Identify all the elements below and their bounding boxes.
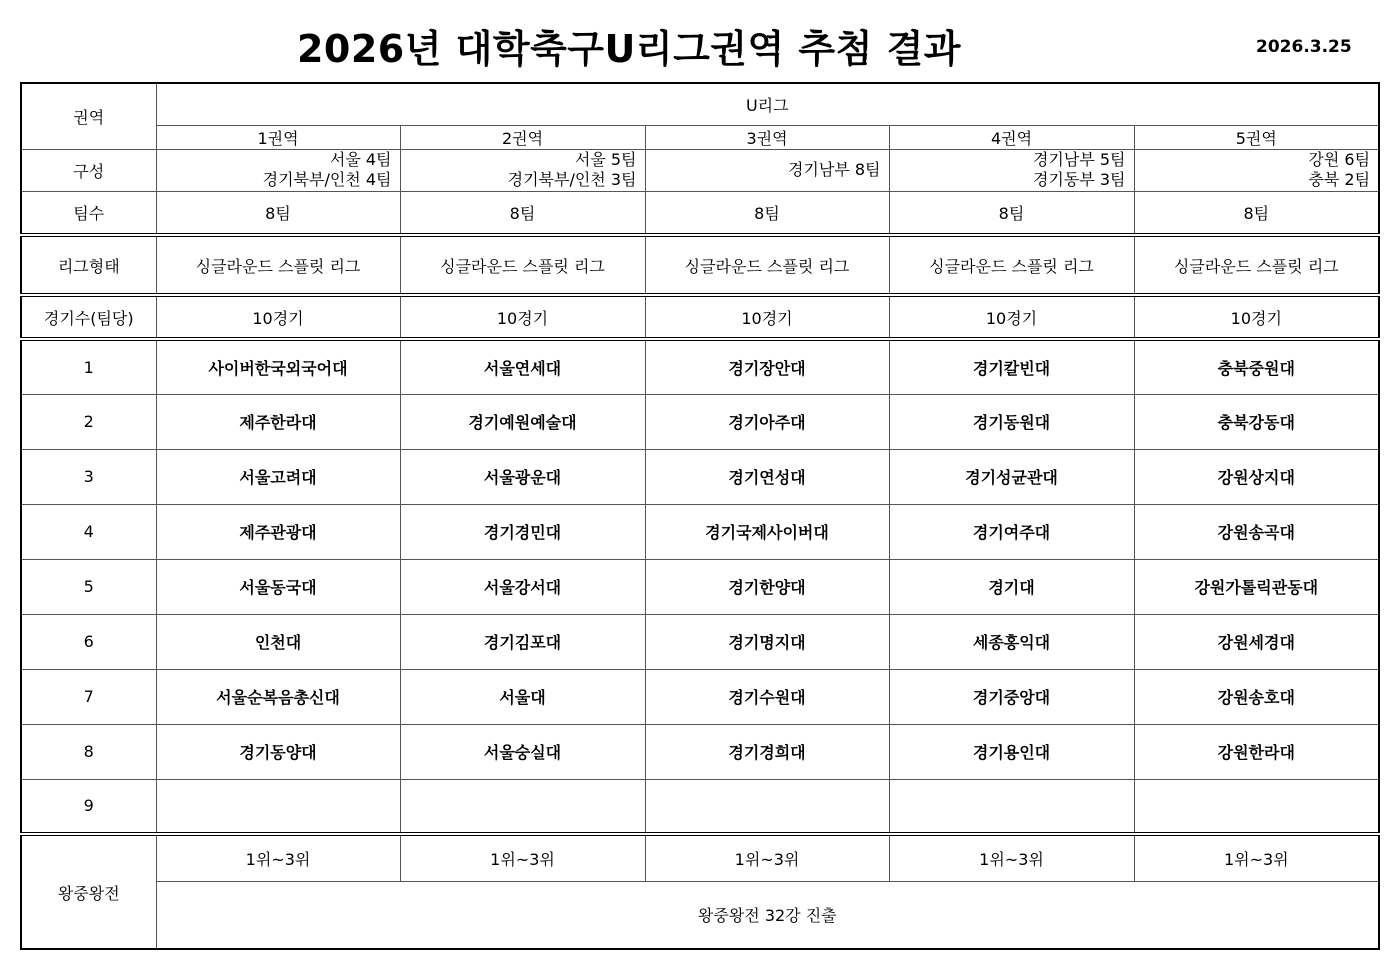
team-cell: 경기동양대 <box>156 724 400 779</box>
team-cell: 충북중원대 <box>1134 339 1379 394</box>
region-3-composition <box>645 149 889 191</box>
region-4-composition <box>889 149 1134 191</box>
team-cell: 경기연성대 <box>645 449 889 504</box>
region-2-format: 싱글라운드 스플릿 리그 <box>400 235 645 295</box>
team-cell: 경기국제사이버대 <box>645 504 889 559</box>
team-cell: 경기김포대 <box>400 614 645 669</box>
region-label: 권역 <box>21 83 156 149</box>
region-5-composition <box>1134 149 1379 191</box>
composition-line: 충북 2팀 <box>1308 170 1371 189</box>
row-number: 8 <box>21 724 156 779</box>
team-cell: 서울광운대 <box>400 449 645 504</box>
region-4-header: 4권역 <box>889 125 1134 149</box>
region-5-games: 10경기 <box>1134 295 1379 339</box>
team-cell: 서울동국대 <box>156 559 400 614</box>
region-4-games: 10경기 <box>889 295 1134 339</box>
region-4-kings-cup: 1위~3위 <box>889 834 1134 881</box>
region-5-team-count: 8팀 <box>1134 191 1379 235</box>
composition-line: 강원 6팀 <box>1308 150 1371 169</box>
team-cell: 경기경민대 <box>400 504 645 559</box>
team-cell: 서울순복음총신대 <box>156 669 400 724</box>
team-cell: 강원송호대 <box>1134 669 1379 724</box>
team-cell <box>1134 779 1379 834</box>
team-cell: 경기용인대 <box>889 724 1134 779</box>
team-cell <box>889 779 1134 834</box>
region-5-kings-cup: 1위~3위 <box>1134 834 1379 881</box>
team-cell: 경기대 <box>889 559 1134 614</box>
team-cell: 사이버한국외국어대 <box>156 339 400 394</box>
team-cell: 경기동원대 <box>889 394 1134 449</box>
team-cell: 충북강동대 <box>1134 394 1379 449</box>
table-row <box>21 614 1379 669</box>
table-row <box>21 724 1379 779</box>
team-cell: 경기장안대 <box>645 339 889 394</box>
region-2-header: 2권역 <box>400 125 645 149</box>
team-cell: 서울강서대 <box>400 559 645 614</box>
table-row <box>21 779 1379 834</box>
page-title: 2026년 대학축구U리그권역 추첨 결과 <box>296 27 961 71</box>
region-1-format: 싱글라운드 스플릿 리그 <box>156 235 400 295</box>
region-2-team-count: 8팀 <box>400 191 645 235</box>
region-1-team-count: 8팀 <box>156 191 400 235</box>
table-row <box>21 504 1379 559</box>
team-cell: 서울숭실대 <box>400 724 645 779</box>
team-cell: 강원상지대 <box>1134 449 1379 504</box>
team-cell: 세종홍익대 <box>889 614 1134 669</box>
row-number: 7 <box>21 669 156 724</box>
region-5-format: 싱글라운드 스플릿 리그 <box>1134 235 1379 295</box>
team-cell: 경기중앙대 <box>889 669 1134 724</box>
region-2-games: 10경기 <box>400 295 645 339</box>
region-4-format: 싱글라운드 스플릿 리그 <box>889 235 1134 295</box>
team-cell: 인천대 <box>156 614 400 669</box>
team-cell: 강원송곡대 <box>1134 504 1379 559</box>
row-number: 2 <box>21 394 156 449</box>
team-cell: 경기경희대 <box>645 724 889 779</box>
composition-line: 서울 4팀 <box>329 150 392 169</box>
document-date: 2026.3.25 <box>1256 37 1352 57</box>
league-format-label: 리그형태 <box>21 235 156 295</box>
row-number: 1 <box>21 339 156 394</box>
team-cell: 강원한라대 <box>1134 724 1379 779</box>
table-row <box>21 449 1379 504</box>
composition-line: 경기남부 8팀 <box>787 160 881 179</box>
table-row <box>21 394 1379 449</box>
row-number: 6 <box>21 614 156 669</box>
row-number: 4 <box>21 504 156 559</box>
composition-line: 경기북부/인천 3팀 <box>507 170 637 189</box>
team-count-label: 팀수 <box>21 191 156 235</box>
team-cell: 경기한양대 <box>645 559 889 614</box>
region-2-composition <box>400 149 645 191</box>
draw-result-table <box>20 82 1380 950</box>
team-cell: 경기성균관대 <box>889 449 1134 504</box>
team-cell: 경기아주대 <box>645 394 889 449</box>
team-cell: 경기여주대 <box>889 504 1134 559</box>
composition-line: 경기동부 3팀 <box>1032 170 1126 189</box>
team-cell: 경기예원예술대 <box>400 394 645 449</box>
row-number: 5 <box>21 559 156 614</box>
u-league-header: U리그 <box>156 83 1379 125</box>
team-cell: 강원가톨릭관동대 <box>1134 559 1379 614</box>
team-cell: 서울연세대 <box>400 339 645 394</box>
games-label: 경기수(팀당) <box>21 295 156 339</box>
region-4-team-count: 8팀 <box>889 191 1134 235</box>
team-cell: 서울대 <box>400 669 645 724</box>
kings-cup-note: 왕중왕전 32강 진출 <box>156 881 1379 949</box>
team-cell <box>156 779 400 834</box>
team-cell: 서울고려대 <box>156 449 400 504</box>
composition-line: 경기북부/인천 4팀 <box>262 170 392 189</box>
region-3-format: 싱글라운드 스플릿 리그 <box>645 235 889 295</box>
region-3-header: 3권역 <box>645 125 889 149</box>
team-cell: 경기칼빈대 <box>889 339 1134 394</box>
region-1-games: 10경기 <box>156 295 400 339</box>
team-cell <box>400 779 645 834</box>
region-1-kings-cup: 1위~3위 <box>156 834 400 881</box>
table-row <box>21 339 1379 394</box>
region-1-composition <box>156 149 400 191</box>
team-cell: 강원세경대 <box>1134 614 1379 669</box>
region-3-games: 10경기 <box>645 295 889 339</box>
region-3-team-count: 8팀 <box>645 191 889 235</box>
row-number: 3 <box>21 449 156 504</box>
composition-line: 경기남부 5팀 <box>1032 150 1126 169</box>
region-2-kings-cup: 1위~3위 <box>400 834 645 881</box>
team-cell: 제주관광대 <box>156 504 400 559</box>
composition-label: 구성 <box>21 149 156 191</box>
team-cell: 제주한라대 <box>156 394 400 449</box>
row-number: 9 <box>21 779 156 834</box>
composition-line: 서울 5팀 <box>574 150 637 169</box>
team-cell: 경기명지대 <box>645 614 889 669</box>
region-5-header: 5권역 <box>1134 125 1379 149</box>
team-cell <box>645 779 889 834</box>
table-row <box>21 559 1379 614</box>
region-1-header: 1권역 <box>156 125 400 149</box>
region-3-kings-cup: 1위~3위 <box>645 834 889 881</box>
team-cell: 경기수원대 <box>645 669 889 724</box>
table-row <box>21 669 1379 724</box>
kings-cup-label: 왕중왕전 <box>21 834 156 949</box>
